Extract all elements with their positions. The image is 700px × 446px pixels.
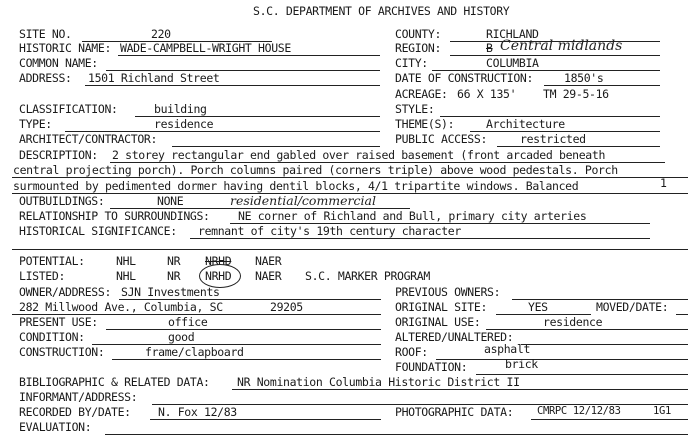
classification-value: building xyxy=(154,102,207,116)
tm-value: TM 29-5-16 xyxy=(543,87,609,101)
themes-value: Architecture xyxy=(486,117,565,131)
moved-date-underline xyxy=(676,314,688,315)
altered-label: ALTERED/UNALTERED: xyxy=(395,330,514,344)
style-label: STYLE: xyxy=(395,102,435,116)
previous-owners-label: PREVIOUS OWNERS: xyxy=(395,285,501,299)
address-underline xyxy=(85,85,380,86)
photographic-label: PHOTOGRAPHIC DATA: xyxy=(395,405,514,419)
city-value: COLUMBIA xyxy=(486,56,539,70)
listed-label: LISTED: xyxy=(19,269,66,283)
section-divider xyxy=(12,249,688,250)
public-access-value: restricted xyxy=(520,132,586,146)
significance-value: remnant of city's 19th century character xyxy=(198,224,461,238)
original-use-value: residence xyxy=(543,315,603,329)
outbuildings-value: NONE xyxy=(157,194,184,208)
condition-value: good xyxy=(168,330,195,344)
construction-label: CONSTRUCTION: xyxy=(19,345,105,359)
description-line-3: surmounted by pedimented dormer having dentil blocks, 4/1 tripartite windows. Balanced xyxy=(13,179,579,193)
listed-nr: NR xyxy=(167,269,181,283)
listed-nhl: NHL xyxy=(116,269,136,283)
county-label: COUNTY: xyxy=(395,27,442,41)
recorded-underline xyxy=(150,419,381,420)
address-label: ADDRESS: xyxy=(19,71,72,85)
description-continuation-note: 1 xyxy=(660,176,667,190)
description-label: DESCRIPTION: xyxy=(19,148,98,162)
evaluation-underline xyxy=(105,434,688,435)
region-struck-value: B xyxy=(486,41,493,55)
bibliographic-underline xyxy=(232,389,688,390)
roof-value: asphalt xyxy=(484,342,531,356)
listed-nrhd: NRHD xyxy=(205,269,232,283)
region-handwritten-value: Central midlands xyxy=(500,38,623,54)
potential-nrhd: NRHD xyxy=(205,254,232,268)
owner-name-value: SJN Investments xyxy=(121,285,220,299)
potential-nr: NR xyxy=(167,254,181,268)
site-no-value: 220 xyxy=(151,27,171,41)
recorded-value: N. Fox 12/83 xyxy=(158,405,237,419)
informant-label: INFORMANT/ADDRESS: xyxy=(19,390,138,404)
architect-label: ARCHITECT/CONTRACTOR: xyxy=(19,132,158,146)
historic-name-underline xyxy=(118,55,380,56)
recorded-label: RECORDED BY/DATE: xyxy=(19,405,131,419)
photographic-ref: 1G1 xyxy=(653,405,671,417)
roof-label: ROOF: xyxy=(395,345,428,359)
potential-naer: NAER xyxy=(255,254,282,268)
description-line-1: 2 storey rectangular end gabled over raised basement (front arcaded beneath xyxy=(112,148,606,162)
date-value: 1850's xyxy=(564,71,604,85)
acreage-label: ACREAGE: xyxy=(395,87,448,101)
marker-program-label: S.C. MARKER PROGRAM xyxy=(305,269,430,283)
type-label: TYPE: xyxy=(19,117,52,131)
relationship-label: RELATIONSHIP TO SURROUNDINGS: xyxy=(19,209,210,223)
potential-nhl: NHL xyxy=(116,254,136,268)
region-underline xyxy=(450,55,660,56)
description-line-2: central projecting porch). Porch columns paired (corners triple) above wood pedestals. Porch xyxy=(13,163,618,177)
photographic-value: CMRPC 12/12/83 xyxy=(537,405,621,417)
outbuildings-handwritten-note: residential/commercial xyxy=(230,193,376,208)
original-site-value: YES xyxy=(528,300,548,314)
owner-address-value: 282 Millwood Ave., Columbia, SC xyxy=(19,300,223,314)
region-label: REGION: xyxy=(395,41,442,55)
county-value: RICHLAND xyxy=(486,27,539,41)
relationship-value: NE corner of Richland and Bull, primary city arteries xyxy=(238,209,587,223)
construction-underline xyxy=(112,359,381,360)
original-use-label: ORIGINAL USE: xyxy=(395,315,481,329)
common-name-label: COMMON NAME: xyxy=(19,56,98,70)
foundation-value: brick xyxy=(505,357,538,371)
bibliographic-label: BIBLIOGRAPHIC & RELATED DATA: xyxy=(19,375,210,389)
altered-underline xyxy=(521,344,688,345)
construction-value: frame/clapboard xyxy=(145,345,244,359)
public-access-label: PUBLIC ACCESS: xyxy=(395,132,488,146)
historic-name-label: HISTORIC NAME: xyxy=(19,41,112,55)
present-use-label: PRESENT USE: xyxy=(19,315,98,329)
architect-underline xyxy=(172,146,380,147)
public-access-underline xyxy=(497,146,660,147)
evaluation-label: EVALUATION: xyxy=(19,420,92,434)
foundation-label: FOUNDATION: xyxy=(395,360,468,374)
classification-label: CLASSIFICATION: xyxy=(19,102,118,116)
condition-label: CONDITION: xyxy=(19,330,85,344)
acreage-value: 66 X 135' xyxy=(457,87,517,101)
bibliographic-value: NR Nomination Columbia Historic District II xyxy=(237,375,520,389)
type-value: residence xyxy=(154,117,214,131)
significance-underline xyxy=(190,238,650,239)
moved-date-label: MOVED/DATE: xyxy=(596,300,669,314)
outbuildings-label: OUTBUILDINGS: xyxy=(19,194,105,208)
historic-name-value: WADE-CAMPBELL-WRIGHT HOUSE xyxy=(120,41,291,55)
listed-naer: NAER xyxy=(255,269,282,283)
city-label: CITY: xyxy=(395,56,428,70)
owner-address-label: OWNER/ADDRESS: xyxy=(19,285,112,299)
present-use-value: office xyxy=(168,315,208,329)
date-label: DATE OF CONSTRUCTION: xyxy=(395,71,534,85)
themes-label: THEME(S): xyxy=(395,117,455,131)
present-use-underline xyxy=(106,329,381,330)
form-title: S.C. DEPARTMENT OF ARCHIVES AND HISTORY xyxy=(253,4,510,18)
original-site-label: ORIGINAL SITE: xyxy=(395,300,488,314)
description-underline-2 xyxy=(12,177,688,178)
date-underline xyxy=(544,85,660,86)
roof-underline xyxy=(436,359,688,360)
significance-label: HISTORICAL SIGNIFICANCE: xyxy=(19,224,177,238)
potential-label: POTENTIAL: xyxy=(19,254,85,268)
original-use-underline xyxy=(486,329,688,330)
address-value: 1501 Richland Street xyxy=(88,71,220,85)
site-no-label: SITE NO. xyxy=(19,27,72,41)
photographic-underline xyxy=(531,419,688,420)
owner-zip-value: 29205 xyxy=(270,300,303,314)
